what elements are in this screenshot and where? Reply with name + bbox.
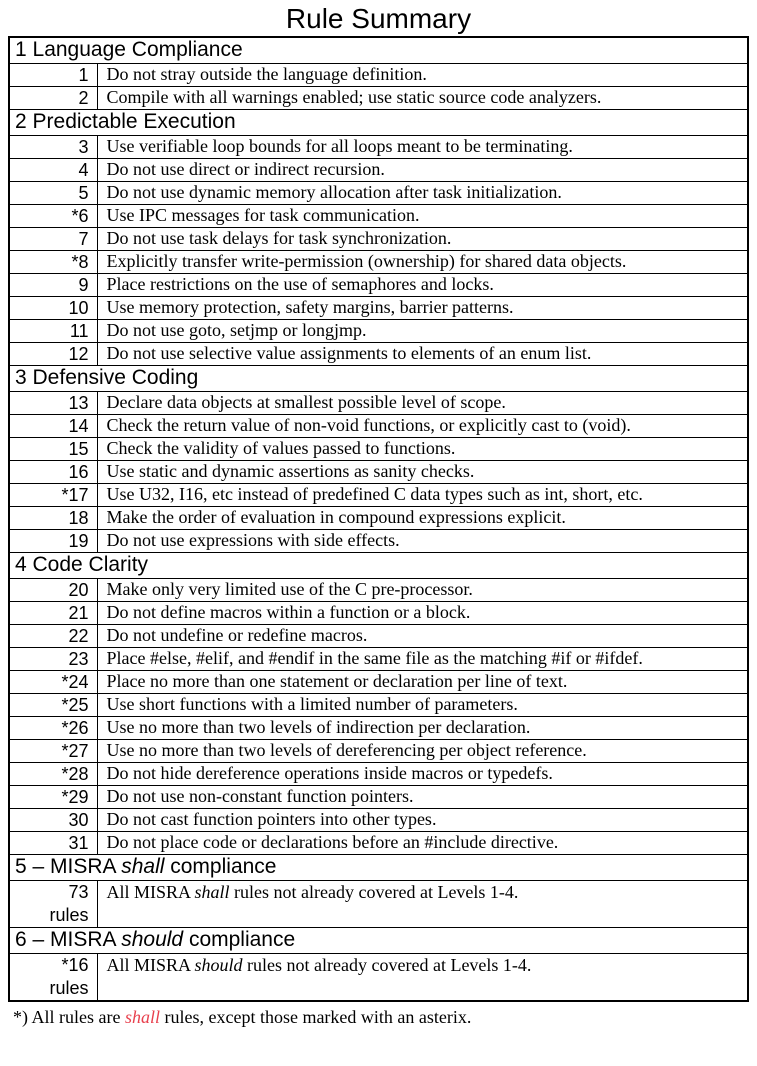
rule-number: 7 (9, 228, 97, 251)
section-header (9, 110, 748, 136)
rule-number: 23 (9, 648, 97, 671)
rule-number: *24 (9, 671, 97, 694)
text: Use verifiable loop bounds for all loops meant to be terminating. (106, 136, 573, 156)
rule-number-value: *16 (61, 955, 89, 975)
rule-number: 3 (9, 136, 97, 159)
rule-number: 16 (9, 461, 97, 484)
rule-number: *25 (9, 694, 97, 717)
text: Make only very limited use of the C pre-processor. (106, 579, 473, 599)
rule-number: 31 (9, 832, 97, 855)
rule-number: *27 (9, 740, 97, 763)
rule-number-unit: rules (49, 905, 89, 925)
rule-description (97, 954, 748, 1002)
rule-row (9, 579, 748, 602)
text: rules, except those marked with an asterix. (159, 1007, 472, 1027)
rule-number: 1 (9, 64, 97, 87)
text: Use static and dynamic assertions as sanity checks. (106, 461, 475, 481)
rule-number: *29 (9, 786, 97, 809)
text: Place restrictions on the use of semaphores and locks. (106, 274, 494, 294)
section-header (9, 366, 748, 392)
rule-row (9, 343, 748, 366)
rule-description (97, 740, 748, 763)
section-header-row (9, 37, 748, 64)
rule-row (9, 625, 748, 648)
rule-row (9, 507, 748, 530)
rule-description (97, 602, 748, 625)
rule-number: 5 (9, 182, 97, 205)
rule-description (97, 484, 748, 507)
text: Use short functions with a limited number of parameters. (106, 694, 518, 714)
rule-description (97, 438, 748, 461)
rule-description (97, 786, 748, 809)
rule-number (9, 954, 97, 1002)
rule-description (97, 809, 748, 832)
rule-number: 12 (9, 343, 97, 366)
rule-row (9, 881, 748, 928)
rule-number-value: 73 (68, 882, 89, 902)
text: 4 Code Clarity (15, 553, 149, 576)
section-header-row (9, 366, 748, 392)
italic-text: shall (194, 882, 230, 902)
rule-row (9, 786, 748, 809)
rule-description (97, 415, 748, 438)
text: Make the order of evaluation in compound expressions explicit. (106, 507, 566, 527)
rule-description (97, 530, 748, 553)
rule-description (97, 159, 748, 182)
text: All MISRA (106, 955, 195, 975)
rule-number: 20 (9, 579, 97, 602)
section-header-row (9, 553, 748, 579)
rule-row (9, 461, 748, 484)
rule-number: 9 (9, 274, 97, 297)
rule-row (9, 64, 748, 87)
rule-row (9, 297, 748, 320)
italic-text: shall (121, 855, 165, 878)
section-header (9, 37, 748, 64)
rule-description (97, 507, 748, 530)
rule-description (97, 205, 748, 228)
rule-description (97, 832, 748, 855)
page-title: Rule Summary (285, 3, 472, 34)
rule-number: 14 (9, 415, 97, 438)
text: Do not use goto, setjmp or longjmp. (106, 320, 367, 340)
footnote (0, 1002, 757, 1028)
red-italic-text: shall (124, 1007, 160, 1027)
rule-row (9, 251, 748, 274)
section-header-row (9, 855, 748, 881)
rule-number: 30 (9, 809, 97, 832)
rule-row (9, 136, 748, 159)
text: Use U32, I16, etc instead of predefined C data types such as int, short, etc. (106, 484, 643, 504)
rule-row (9, 740, 748, 763)
text: Use IPC messages for task communication. (106, 205, 420, 225)
text: Explicitly transfer write-permission (ownership) for shared data objects. (106, 251, 627, 271)
rule-number: 4 (9, 159, 97, 182)
document-page (0, 2, 757, 1028)
rule-row (9, 274, 748, 297)
rule-row (9, 671, 748, 694)
text: Do not use expressions with side effects. (106, 530, 400, 550)
rule-row (9, 438, 748, 461)
section-header-row (9, 928, 748, 954)
rule-number: 19 (9, 530, 97, 553)
text: Do not cast function pointers into other types. (106, 809, 437, 829)
rule-description (97, 461, 748, 484)
text: Do not use task delays for task synchronization. (106, 228, 452, 248)
rule-description (97, 64, 748, 87)
rule-row (9, 205, 748, 228)
rule-row (9, 228, 748, 251)
text: Do not stray outside the language definition. (106, 64, 427, 84)
text: Do not undefine or redefine macros. (106, 625, 368, 645)
rule-description (97, 625, 748, 648)
section-header (9, 928, 748, 954)
text: 6 – MISRA (15, 928, 122, 951)
section-header (9, 553, 748, 579)
text: 3 Defensive Coding (15, 366, 199, 389)
text: Use memory protection, safety margins, barrier patterns. (106, 297, 514, 317)
rule-description (97, 297, 748, 320)
rule-number: *6 (9, 205, 97, 228)
rule-number: 10 (9, 297, 97, 320)
rule-description (97, 87, 748, 110)
rule-number: *28 (9, 763, 97, 786)
section-header-row (9, 110, 748, 136)
section-header (9, 855, 748, 881)
rule-description (97, 251, 748, 274)
text: Place #else, #elif, and #endif in the same file as the matching #if or #ifdef. (106, 648, 643, 668)
rule-table-body (9, 37, 748, 1001)
rule-number: 18 (9, 507, 97, 530)
rule-description (97, 320, 748, 343)
text: Check the validity of values passed to functions. (106, 438, 456, 458)
text: Do not use direct or indirect recursion. (106, 159, 385, 179)
text: 2 Predictable Execution (15, 110, 236, 133)
text: Do not use dynamic memory allocation after task initialization. (106, 182, 562, 202)
rule-row (9, 182, 748, 205)
rule-row (9, 809, 748, 832)
text: 1 Language Compliance (15, 38, 243, 61)
text: Do not place code or declarations before an #include directive. (106, 832, 559, 852)
rule-row (9, 320, 748, 343)
rule-number: *17 (9, 484, 97, 507)
rule-number: 13 (9, 392, 97, 415)
rule-summary-table (8, 36, 749, 1002)
text: Do not define macros within a function or a block. (106, 602, 471, 622)
rule-row (9, 832, 748, 855)
rule-description (97, 228, 748, 251)
rule-row (9, 694, 748, 717)
rule-row (9, 530, 748, 553)
rule-description (97, 182, 748, 205)
rule-description (97, 136, 748, 159)
rule-row (9, 648, 748, 671)
rule-number: 22 (9, 625, 97, 648)
rule-number: 21 (9, 602, 97, 625)
text: 5 – MISRA (15, 855, 122, 878)
rule-description (97, 717, 748, 740)
text: Use no more than two levels of dereferencing per object reference. (106, 740, 587, 760)
rule-row (9, 954, 748, 1002)
text: Do not use selective value assignments to elements of an enum list. (106, 343, 592, 363)
rule-row (9, 602, 748, 625)
text: Place no more than one statement or declaration per line of text. (106, 671, 568, 691)
text: rules not already covered at Levels 1-4. (229, 882, 519, 902)
rule-number: 15 (9, 438, 97, 461)
rule-row (9, 763, 748, 786)
rule-description (97, 671, 748, 694)
rule-row (9, 717, 748, 740)
text: Do not hide dereference operations inside macros or typedefs. (106, 763, 553, 783)
rule-number: *8 (9, 251, 97, 274)
text: compliance (164, 855, 277, 878)
text: All MISRA (106, 882, 195, 902)
rule-number: 2 (9, 87, 97, 110)
rule-row (9, 87, 748, 110)
text: Declare data objects at smallest possible level of scope. (106, 392, 506, 412)
italic-text: should (121, 928, 184, 951)
text: Do not use non-constant function pointers. (106, 786, 414, 806)
rule-row (9, 392, 748, 415)
rule-row (9, 159, 748, 182)
rule-number (9, 881, 97, 928)
text: Compile with all warnings enabled; use static source code analyzers. (106, 87, 602, 107)
rule-description (97, 694, 748, 717)
text: compliance (183, 928, 296, 951)
rule-description (97, 274, 748, 297)
text: *) All rules are (13, 1007, 125, 1027)
rule-description (97, 881, 748, 928)
text: Use no more than two levels of indirection per declaration. (106, 717, 531, 737)
rule-row (9, 415, 748, 438)
italic-text: should (194, 955, 243, 975)
rule-description (97, 763, 748, 786)
rule-number: *26 (9, 717, 97, 740)
rule-row (9, 484, 748, 507)
rule-description (97, 343, 748, 366)
rule-number: 11 (9, 320, 97, 343)
rule-description (97, 392, 748, 415)
rule-number-unit: rules (49, 978, 89, 998)
rule-description (97, 579, 748, 602)
text: Check the return value of non-void functions, or explicitly cast to (void). (106, 415, 631, 435)
text: rules not already covered at Levels 1-4. (242, 955, 532, 975)
rule-description (97, 648, 748, 671)
